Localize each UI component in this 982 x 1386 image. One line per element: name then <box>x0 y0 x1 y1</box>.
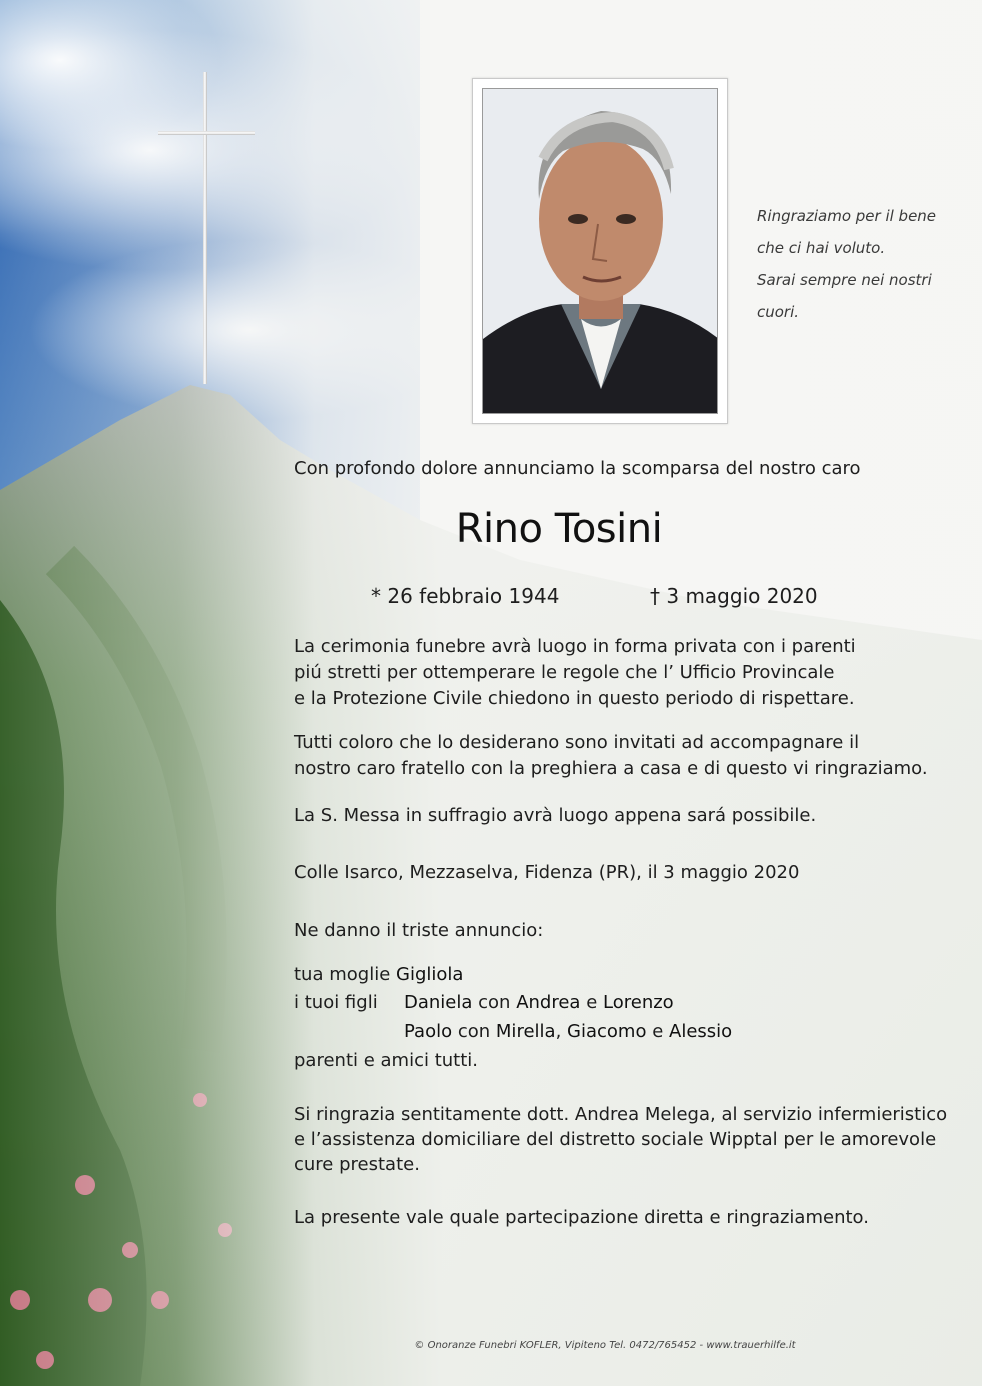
thanks-line: Si ringrazia sentitamente dott. Andrea Melega, al servizio infermieristico <box>294 1104 948 1125</box>
portrait-photo <box>482 88 718 414</box>
ceremony-line: e la Protezione Civile chiedono in questo periodo di rispettare. <box>294 688 855 709</box>
connector-text: e <box>586 992 598 1013</box>
relative-name: Lorenzo <box>603 992 674 1013</box>
relative-name: Alessio <box>669 1021 733 1042</box>
quote-line: Ringraziamo per il bene <box>757 207 937 225</box>
footer-credit: © Onoranze Funebri KOFLER, Vipiteno Tel. 0472/765452 - www.trauerhilfe.it <box>414 1340 796 1351</box>
wife-label: tua moglie <box>294 964 391 985</box>
connector-text: con <box>457 1021 491 1042</box>
wife-name: Gigliola <box>396 964 464 985</box>
family-child-row: Paolo con Mirella, Giacomo e Alessio <box>404 1021 733 1042</box>
closing-text: La presente vale quale partecipazione diretta e ringraziamento. <box>294 1207 869 1228</box>
announce-text: Ne danno il triste annuncio: <box>294 920 544 941</box>
child-name: Paolo <box>404 1021 453 1042</box>
invitation-line: nostro caro fratello con la preghiera a casa e di questo vi ringraziamo. <box>294 758 928 779</box>
place-date: Colle Isarco, Mezzaselva, Fidenza (PR), il 3 maggio 2020 <box>294 862 800 883</box>
family-child-row <box>404 990 674 1016</box>
mass-text: La S. Messa in suffragio avrà luogo appena sará possibile. <box>294 805 817 826</box>
ceremony-line: La cerimonia funebre avrà luogo in forma privata con i parenti <box>294 636 856 657</box>
quote-line: cuori. <box>757 303 800 321</box>
ceremony-line: piú stretti per ottemperare le regole che l’ Ufficio Provincale <box>294 662 835 683</box>
connector-text: con <box>478 992 511 1013</box>
death-date: † 3 maggio 2020 <box>650 584 818 608</box>
portrait-frame <box>472 78 728 424</box>
birth-date: * 26 febbraio 1944 <box>371 584 560 608</box>
family-others: parenti e amici tutti. <box>294 1050 479 1071</box>
quote-line: Sarai sempre nei nostri <box>757 271 932 289</box>
intro-text: Con profondo dolore annunciamo la scomparsa del nostro caro <box>294 458 861 479</box>
thanks-line: e l’assistenza domiciliare del distretto sociale Wipptal per le amorevole <box>294 1129 937 1150</box>
deceased-name: Rino Tosini <box>455 506 663 552</box>
invitation-line: Tutti coloro che lo desiderano sono invitati ad accompagnare il <box>294 732 860 753</box>
relative-name: Giacomo <box>567 1021 647 1042</box>
family-wife-row <box>294 962 463 988</box>
thanks-line: cure prestate. <box>294 1154 420 1175</box>
connector-text: e <box>652 1021 664 1042</box>
quote-line: che ci hai voluto. <box>757 239 886 257</box>
quote-text <box>757 200 962 328</box>
child-name: Daniela <box>404 992 473 1013</box>
partner-name: Mirella <box>495 1021 556 1042</box>
family-children-label: i tuoi figli <box>294 992 378 1013</box>
partner-name: Andrea <box>516 992 581 1013</box>
